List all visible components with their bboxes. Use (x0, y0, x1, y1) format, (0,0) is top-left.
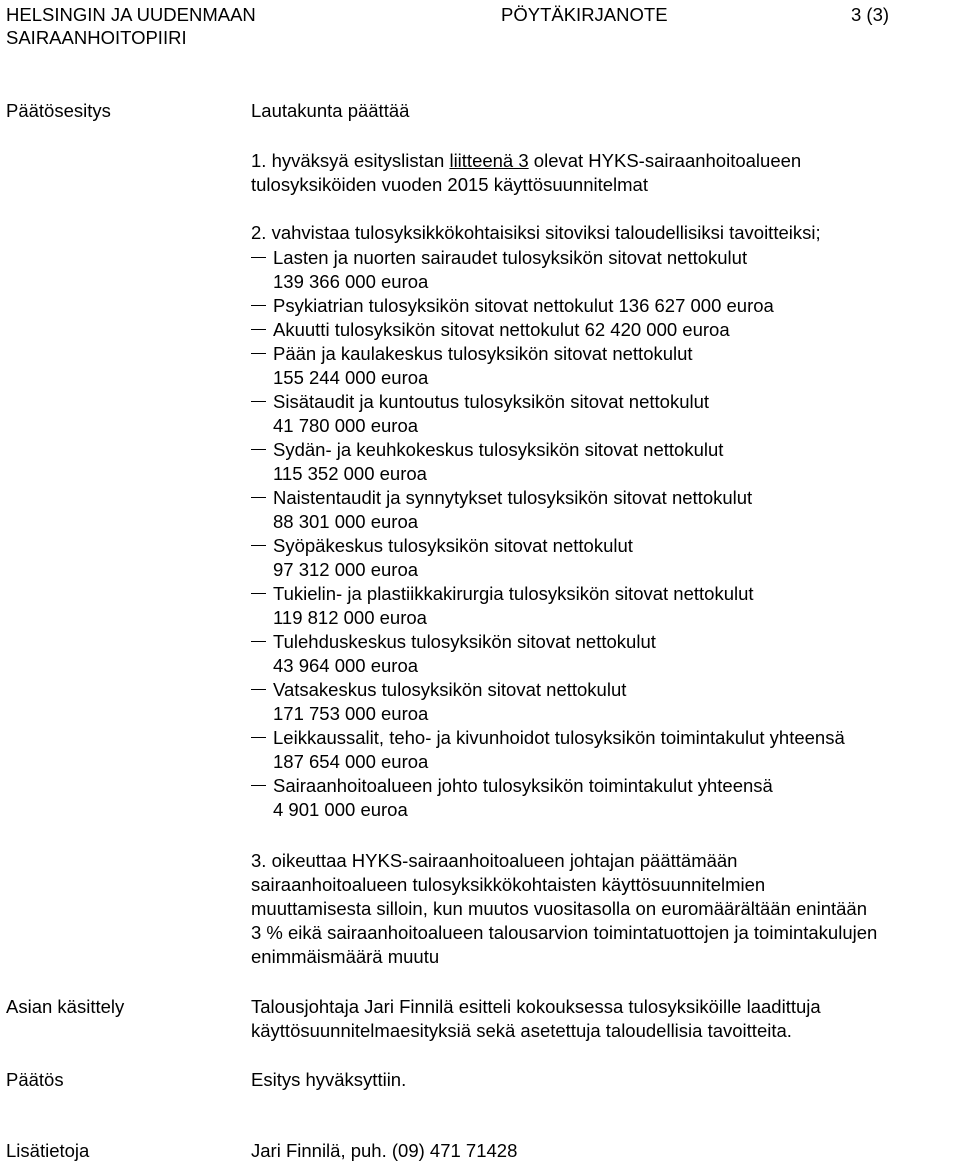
handling-label: Asian käsittely (6, 996, 125, 1017)
target-description: Naistentaudit ja synnytykset tulosyksikön sitovat nettokulut (273, 487, 753, 508)
target-list-item (251, 678, 956, 726)
target-amount: 88 301 000 euroa (273, 511, 419, 532)
dash-bullet-icon (251, 257, 266, 258)
target-list-item (251, 534, 956, 582)
target-list-item (251, 342, 956, 390)
item-3-line: 3 % eikä sairaanhoitoalueen talousarvion toimintatuottojen ja toimintakulujen (251, 922, 878, 943)
organization-name (6, 3, 256, 49)
target-amount: 97 312 000 euroa (273, 559, 419, 580)
target-description: Sairaanhoitoalueen johto tulosyksikön toimintakulut yhteensä (273, 775, 773, 796)
decision-label: Päätös (6, 1069, 64, 1090)
dash-bullet-icon (251, 329, 266, 330)
item-1-prefix: 1. hyväksyä esityslistan (251, 150, 450, 171)
target-list-item (251, 438, 956, 486)
handling-text (251, 995, 956, 1043)
dash-bullet-icon (251, 737, 266, 738)
item-3-line: muuttamisesta silloin, kun muutos vuositasolla on euromäärältään enintään (251, 898, 867, 919)
target-list-item (251, 390, 956, 438)
target-description: Lasten ja nuorten sairaudet tulosyksikön sitovat nettokulut (273, 247, 748, 268)
document-type: PÖYTÄKIRJANOTE (501, 4, 668, 25)
target-list-item (251, 726, 956, 774)
contact-label: Lisätietoja (6, 1140, 90, 1161)
target-amount: 139 366 000 euroa (273, 271, 429, 292)
handling-line-1: Talousjohtaja Jari Finnilä esitteli kokouksessa tulosyksiköille laadittuja (251, 996, 821, 1017)
dash-bullet-icon (251, 641, 266, 642)
target-amount: 43 964 000 euroa (273, 655, 419, 676)
target-description: Leikkaussalit, teho- ja kivunhoidot tulosyksikön toimintakulut yhteensä (273, 727, 845, 748)
target-description: Akuutti tulosyksikön sitovat nettokulut 62 420 000 euroa (273, 319, 730, 340)
target-list-item (251, 486, 956, 534)
page-number: 3 (3) (851, 4, 890, 25)
attachment-link[interactable]: liitteenä 3 (449, 150, 529, 171)
target-amount: 155 244 000 euroa (273, 367, 429, 388)
dash-bullet-icon (251, 545, 266, 546)
target-amount: 119 812 000 euroa (273, 607, 427, 628)
target-list-item (251, 630, 956, 678)
target-description: Sydän- ja keuhkokeskus tulosyksikön sitovat nettokulut (273, 439, 724, 460)
target-description: Tukielin- ja plastiikkakirurgia tulosyksikön sitovat nettokulut (273, 583, 754, 604)
handling-line-2: käyttösuunnitelmaesityksiä sekä asetettuja taloudellisia tavoitteita. (251, 1020, 792, 1041)
target-amount: 4 901 000 euroa (273, 799, 408, 820)
item-1-line-2: tulosyksiköiden vuoden 2015 käyttösuunnitelmat (251, 174, 648, 195)
dash-bullet-icon (251, 449, 266, 450)
target-description: Sisätaudit ja kuntoutus tulosyksikön sitovat nettokulut (273, 391, 710, 412)
proposal-item-2 (251, 221, 956, 822)
item-3-line: 3. oikeuttaa HYKS-sairaanhoitoalueen johtajan päättämään (251, 850, 738, 871)
dash-bullet-icon (251, 785, 266, 786)
organization-line-1: HELSINGIN JA UUDENMAAN (6, 4, 256, 25)
contact-info: Jari Finnilä, puh. (09) 471 71428 (251, 1140, 518, 1161)
dash-bullet-icon (251, 689, 266, 690)
target-amount: 171 753 000 euroa (273, 703, 429, 724)
proposal-item-1 (251, 149, 956, 197)
target-list-item (251, 318, 956, 342)
decision-text: Esitys hyväksyttiin. (251, 1069, 407, 1090)
target-amount: 41 780 000 euroa (273, 415, 419, 436)
item-1-suffix: olevat HYKS-sairaanhoitoalueen (528, 150, 802, 171)
dash-bullet-icon (251, 305, 266, 306)
target-amount: 187 654 000 euroa (273, 751, 429, 772)
dash-bullet-icon (251, 353, 266, 354)
dash-bullet-icon (251, 497, 266, 498)
item-3-line: sairaanhoitoalueen tulosyksikkökohtaisten käyttösuunnitelmien (251, 874, 766, 895)
target-description: Pään ja kaulakeskus tulosyksikön sitovat nettokulut (273, 343, 693, 364)
organization-line-2: SAIRAANHOITOPIIRI (6, 27, 187, 48)
target-description: Vatsakeskus tulosyksikön sitovat nettokulut (273, 679, 627, 700)
proposal-label: Päätösesitys (6, 100, 111, 121)
dash-bullet-icon (251, 401, 266, 402)
target-amount: 115 352 000 euroa (273, 463, 427, 484)
item-3-line: enimmäismäärä muutu (251, 946, 440, 967)
target-description: Syöpäkeskus tulosyksikön sitovat nettokulut (273, 535, 633, 556)
target-list-item (251, 294, 956, 318)
proposal-item-3 (251, 849, 956, 969)
target-description: Psykiatrian tulosyksikön sitovat nettokulut 136 627 000 euroa (273, 295, 774, 316)
dash-bullet-icon (251, 593, 266, 594)
target-list-item (251, 246, 956, 294)
proposal-intro: Lautakunta päättää (251, 100, 410, 121)
item-2-intro: 2. vahvistaa tulosyksikkökohtaisiksi sitoviksi taloudellisiksi tavoitteiksi; (251, 222, 821, 243)
target-description: Tulehduskeskus tulosyksikön sitovat nettokulut (273, 631, 656, 652)
target-list-item (251, 582, 956, 630)
target-list (251, 246, 956, 822)
target-list-item (251, 774, 956, 822)
